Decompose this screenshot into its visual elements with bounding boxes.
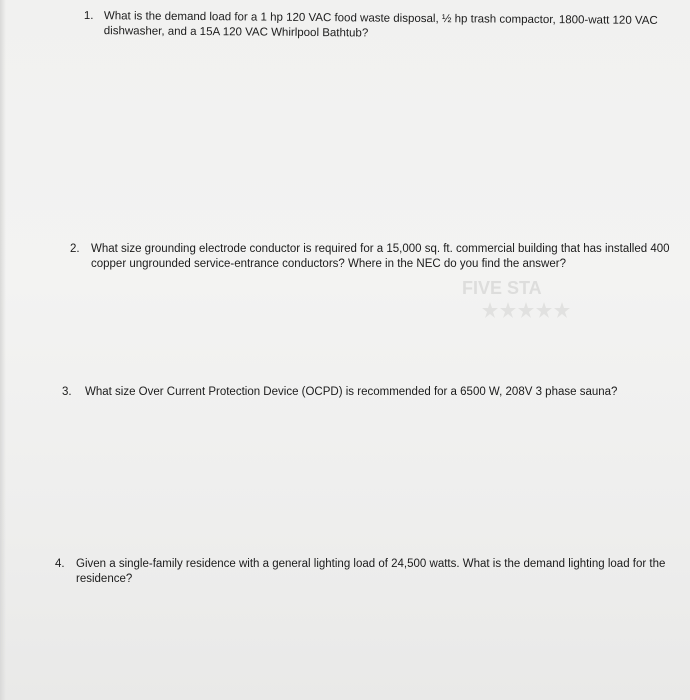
question-2	[70, 242, 670, 272]
question-1-text: What is the demand load for a 1 hp 120 VAC food waste disposal, ½ hp trash compactor, 1800-watt 120 VAC dishwasher, and a 15A 120 VAC Whirlpool Bathtub?	[103, 10, 658, 40]
question-3-text: What size Over Current Protection Device (OCPD) is recommended for a 6500 W, 208V 3 phase sauna?	[85, 386, 618, 398]
question-4-text: Given a single-family residence with a general lighting load of 24,500 watts. What is the demand lighting load for the residence?	[76, 558, 666, 585]
watermark-text: FIVE STA	[462, 278, 542, 298]
question-4	[55, 557, 675, 587]
question-3	[62, 385, 672, 400]
question-2-number: 2.	[70, 243, 80, 255]
page-edge-shadow	[0, 0, 6, 700]
watermark-logo	[462, 272, 612, 322]
question-3-number: 3.	[62, 386, 72, 398]
watermark-stars-icon	[482, 302, 570, 318]
question-1	[84, 9, 674, 44]
question-4-number: 4.	[55, 558, 65, 570]
question-2-text: What size grounding electrode conductor is required for a 15,000 sq. ft. commercial building that has installed 400 copper ungrounded service-entrance conductors? Where in the NEC do you find the answer?	[91, 243, 670, 270]
question-1-number: 1.	[83, 9, 94, 23]
